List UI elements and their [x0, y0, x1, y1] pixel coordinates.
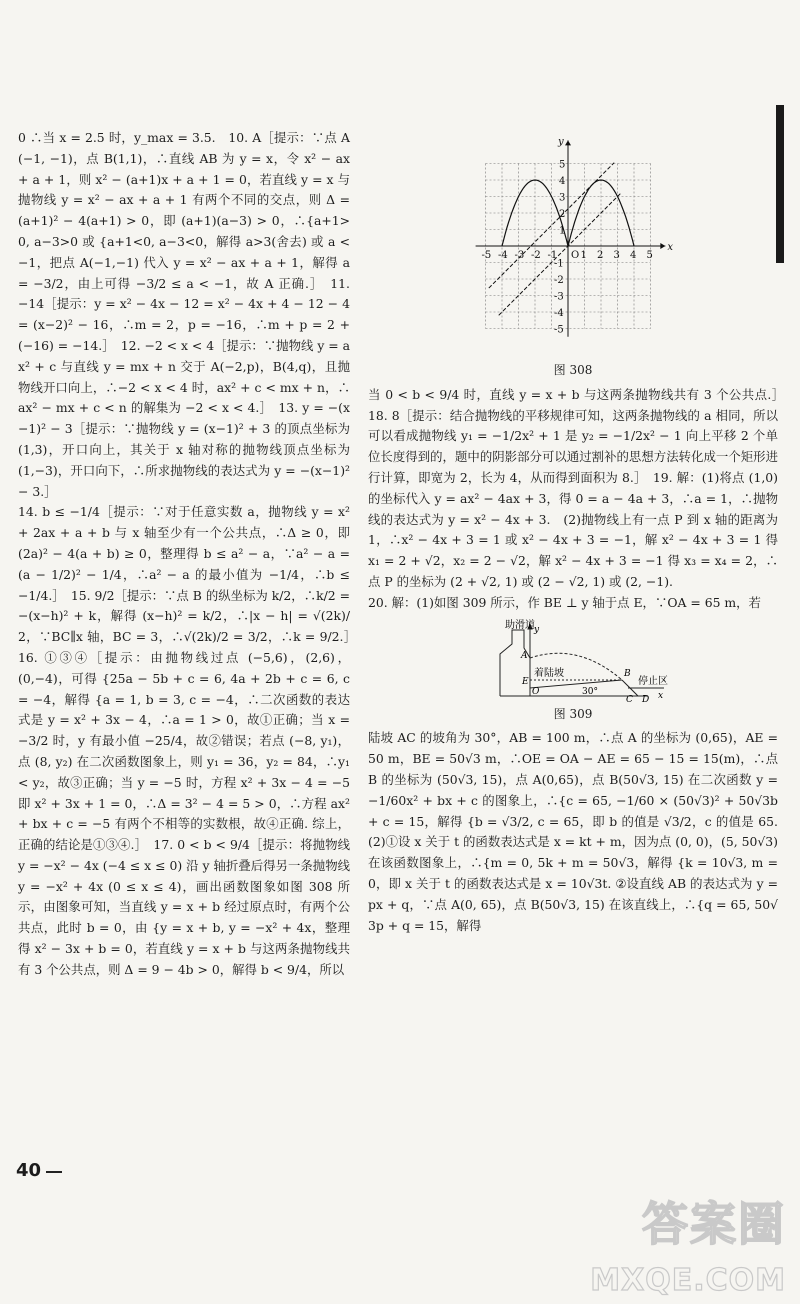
ski-slope-diagram: [478, 618, 668, 702]
y-tick-label: 2: [559, 209, 566, 220]
label-b: B: [624, 668, 631, 679]
label-o: O: [532, 686, 540, 697]
label-stop: 停止区: [638, 675, 668, 687]
watermark-top: 答案圈: [642, 1197, 786, 1251]
y-tick-label: -3: [554, 291, 564, 303]
x-tick-label: 2: [597, 250, 604, 261]
y-tick-label: 1: [559, 225, 566, 237]
x-tick-label: 3: [613, 250, 620, 261]
x-tick-label: 5: [646, 250, 653, 261]
left-column: [18, 128, 363, 981]
page-number-rule: [46, 1171, 62, 1173]
label-e: E: [522, 676, 529, 687]
x-tick-label: -5: [481, 250, 492, 261]
y-axis-arrow: [565, 140, 571, 145]
answer-paragraph: 陆坡 AC 的坡角为 30°，AB = 100 m，∴点 A 的坐标为 (0,65)，AE = 50 m，BE = 50√3 m，∴OE = OA − AE = 65 − 15 = 15(m)，∴点 B 的坐标为 (50√3, 15)，点 A(0,65)，点 B(50√3, 15) 在二次函数 y = −1/60x² + bx + c 的图象上，∴{c = 65, −1/60 × (50√3)² + 50√3b + c = 15，解得 {b = √3/2, c = 65，即 b 的值是 √3/2，c 的值是 65. (2)①设 x 关于 t 的函数表达式是 x = kt + m，因为点 (0, 0)，(5, 50√3) 在该函数图象上，∴{m = 0, 5k + m = 50√3，解得 {k = 10√3, m = 0，即 x 关于 t 的函数表达式是 x = 10√3t. ②设直线 AB 的表达式为 y = px + q，∵点 A(0, 65)，点 B(50√3, 15) 在该直线上，∴{q = 65, 50√3p + q = 15，解得: [368, 730, 791, 933]
answer-paragraph: 20. 解：(1)如图 309 所示，作 BE ⊥ y 轴于点 E，∵OA = 65 m，若: [368, 594, 761, 610]
figure-308-caption: 图 308: [553, 363, 593, 377]
y-tick-label: 5: [559, 159, 566, 171]
y-tick-label: -4: [554, 308, 564, 319]
figure-309-caption: 图 309: [553, 706, 593, 721]
x-tick-label: -1: [547, 250, 558, 261]
answer-paragraph: 14. b ≤ −1/4［提示：∵对于任意实数 a，抛物线 y = x² + 2ax + a + b 与 x 轴至少有一个公共点，∴Δ ≥ 0，即 (2a)² − 4(a + b) ≥ 0，整理得 b ≤ a² − a，∵a² − a = (a − 1/2)² − 1/4，∴a² − a 的最小值为 −1/4，∴b ≤ −1/4.］ 15. 9/2［提示：∵点 B 的纵坐标为 k/2，∴k/2 = −(x−h)² + k，解得 (x−h)² = k/2，∴|x − h| = √(2k)/2，∵BC∥x 轴，BC = 3，∴√(2k)/2 = 3/2，∴k = 9/2.］ 16. ①③④［提示：由抛物线过点 (−5,6)，(2,6)，(0,−4)，可得 {25a − 5b + c = 6, 4a + 2b + c = 6, c = −4，解得 {a = 1, b = 3, c = −4，∴二次函数的表达式是 y = x² + 3x − 4，∴a = 1 > 0，故①正确；当 x = −3/2 时，y 有最小值 −25/4，故②错误；若点 (−8, y₁)，点 (8, y₂) 在二次函数图象上，则 y₁ = 36，y₂ = 84，∴y₁ < y₂，故③正确；当 y = −5 时，方程 x² + 3x − 4 = −5 即 x² + 3x + 1 = 0，∴Δ = 3² − 4 = 5 > 0，∴方程 ax² + bx + c = −5 有两个不相等的实数根，故④正确. 综上，正确的结论是①③④.］ 17. 0 < b < 9/4［提示：将抛物线 y = −x² − 4x (−4 ≤ x ≤ 0) 沿 y 轴折叠后得另一条抛物线 y = −x² + 4x (0 ≤ x ≤ 4)，画出函数图象如图 308 所示，由图象可知，当直线 y = x + b 经过原点时，有两个公共点，此时 b = 0，由 {y = x + b, y = −x² + 4x，整理得 x² − 3x + b = 0，若直线 y = x + b 与这两条抛物线共有 3 个公共点，则 Δ = 9 − 4b > 0，解得 b < 9/4，所以: [18, 504, 363, 977]
x-tick-label: 4: [630, 250, 637, 261]
y-tick-label: -1: [554, 258, 564, 270]
label-x: x: [658, 690, 664, 701]
x-tick-label: -4: [498, 250, 508, 261]
x-tick-label: O: [571, 250, 580, 261]
label-c: C: [626, 694, 633, 702]
answer-paragraph: 0 ∴当 x = 2.5 时，y_max = 3.5. 10. A［提示：∵点 A(−1, −1)，点 B(1,1)，∴直线 AB 为 y = x，令 x² − ax + a + 1，则 x² − (a+1)x + a + 1 = 0，若直线 y = x 与抛物线 y = x² − ax + a + 1 有两个不同的交点，则 Δ = (a+1)² − 4(a+1) > 0，即 (a+1)(a−3) > 0，∴{a+1>0, a−3>0 或 {a+1<0, a−3<0，解得 a>3(舍去) 或 a < −1，把点 A(−1,−1) 代入 y = x² − ax + a + 1，解得 a = −3/2，由上可得 −3/2 ≤ a < −1，故 A 正确.］ 11. −14［提示：y = x² − 4x − 12 = x² − 4x + 4 − 12 − 4 = (x−2)² − 16，∴m = 2，p = −16，∴m + p = 2 + (−16) = −14.］ 12. −2 < x < 4［提示：∵抛物线 y = ax² + c 与直线 y = mx + n 交于 A(−2,p)，B(4,q)，且抛物线开口向上，∴−2 < x < 4 时，ax² + c < mx + n，∴ax² − mx + c < n 的解集为 −2 < x < 4.］ 13. y = −(x−1)² − 3［提示：∵抛物线 y = (x−1)² + 3 的顶点坐标为 (1,3)，开口向上，其关于 x 轴对称的抛物线顶点坐标为 (1,−3)，开口向下，∴所求抛物线的表达式为 y = −(x−1)² − 3.］: [18, 130, 350, 499]
x-tick-label: 1: [580, 250, 587, 261]
figure-309: [478, 618, 668, 702]
label-angle: 30°: [582, 686, 598, 697]
label-a: A: [521, 650, 528, 661]
x-tick-label: -3: [514, 250, 525, 261]
answer-paragraph: 当 0 < b < 9/4 时，直线 y = x + b 与这两条抛物线共有 3 个公共点.］ 18. 8［提示：结合抛物线的平移规律可知，这两条抛物线的 a 相同，所以可以看成抛物线 y₁ = −1/2x² + 1 是 y₂ = −1/2x² − 1 向上平移 2 个单位长度得到的，题中的阴影部分可以通过割补的思想方法转化成一个矩形进行计算，即宽为 2，长为 4，从而得到面积为 8.］ 19. 解：(1)将点 (1,0) 的坐标代入 y = ax² − 4ax + 3，得 0 = a − 4a + 3，∴a = 1，∴抛物线的表达式为 y = x² − 4x + 3. (2)抛物线上有一点 P 到 x 轴的距离为 1，∴x² − 4x + 3 = 1 或 x² − 4x + 3 = −1，解 x² − 4x + 3 = 1 得 x₁ = 2 + √2，x₂ = 2 − √2，解 x² − 4x + 3 = −1 得 x₃ = x₄ = 2，∴点 P 的坐标为 (2 + √2, 1) 或 (2 − √2, 1) 或 (2, −1).: [368, 386, 791, 589]
y-tick-label: -2: [554, 275, 564, 286]
figure-308: [460, 128, 686, 358]
y-axis-label: y: [558, 136, 564, 148]
right-column: [368, 128, 791, 936]
y-tick-label: -5: [554, 324, 564, 336]
label-landing: 着陆坡: [534, 667, 564, 679]
x-tick-label: -2: [531, 250, 541, 261]
parabola-graph: [460, 128, 686, 358]
label-d: D: [642, 694, 650, 702]
page-number: 40: [16, 1160, 42, 1181]
y-tick-label: 4: [559, 176, 566, 187]
label-y: y: [534, 624, 540, 635]
label-runway: 助滑道: [505, 619, 535, 631]
watermark-bottom: MXQE.COM: [590, 1263, 786, 1298]
x-axis-label: x: [667, 242, 673, 253]
watermark-logo: [590, 1188, 786, 1298]
y-tick-label: 3: [559, 192, 566, 204]
x-axis-arrow: [660, 243, 665, 249]
